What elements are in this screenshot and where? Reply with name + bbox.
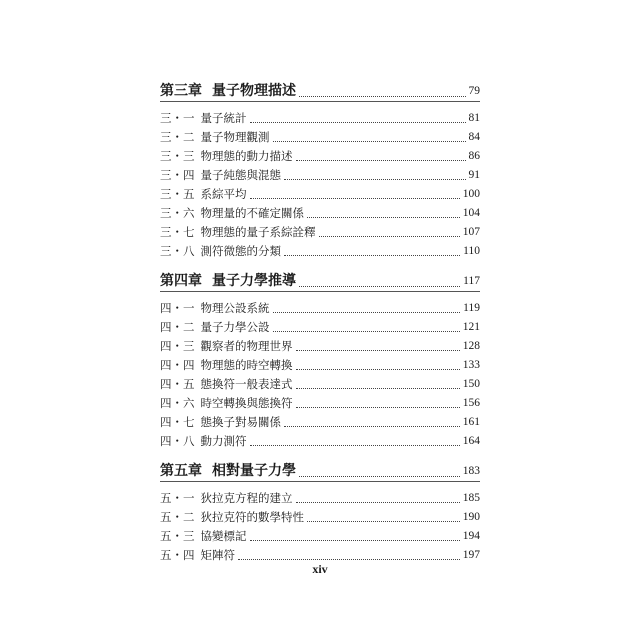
- dot-leader: [273, 311, 461, 313]
- section-number: 四・三: [160, 339, 195, 353]
- section-title: 矩陣符: [200, 548, 235, 562]
- section-page-number: 185: [462, 492, 480, 504]
- dot-leader: [284, 425, 460, 427]
- section-page-number: 100: [462, 188, 480, 200]
- dot-leader: [250, 444, 460, 446]
- toc-entry[interactable]: [160, 164, 480, 183]
- dot-leader: [307, 520, 460, 522]
- dot-leader: [250, 197, 460, 199]
- dot-leader: [238, 558, 460, 560]
- section-title: 量子純態與混態: [200, 168, 281, 182]
- chapter-title: 量子物理描述: [212, 83, 296, 99]
- dot-leader: [296, 501, 460, 503]
- section-title: 系綜平均: [200, 187, 247, 201]
- section-page-number: 107: [462, 226, 480, 238]
- toc-entry[interactable]: [160, 430, 480, 449]
- dot-leader: [296, 406, 460, 408]
- section-number: 五・一: [160, 491, 195, 505]
- toc-entry[interactable]: [160, 145, 480, 164]
- chapter-page-number: 183: [462, 465, 480, 477]
- toc-entry[interactable]: [160, 544, 480, 563]
- chapter-title: 相對量子力學: [212, 463, 296, 479]
- dot-leader: [319, 235, 460, 237]
- toc-entry[interactable]: [160, 240, 480, 259]
- section-page-number: 150: [462, 378, 480, 390]
- dot-leader: [273, 140, 466, 142]
- section-number: 三・六: [160, 206, 195, 220]
- section-number: 四・七: [160, 415, 195, 429]
- dot-leader: [296, 387, 460, 389]
- chapter-heading[interactable]: [160, 264, 480, 290]
- section-number: 四・六: [160, 396, 195, 410]
- toc-entry[interactable]: [160, 126, 480, 145]
- section-number: 四・一: [160, 301, 195, 315]
- section-number: 四・二: [160, 320, 195, 334]
- toc-entry[interactable]: [160, 373, 480, 392]
- section-title: 動力測符: [200, 434, 247, 448]
- section-page-number: 86: [468, 150, 480, 162]
- section-title: 態換符一般表達式: [200, 377, 293, 391]
- section-page-number: 104: [462, 207, 480, 219]
- section-page-number: 133: [462, 359, 480, 371]
- toc-entry[interactable]: [160, 297, 480, 316]
- toc-entry[interactable]: [160, 107, 480, 126]
- section-page-number: 84: [468, 131, 480, 143]
- section-number: 三・二: [160, 130, 195, 144]
- chapter-title: 量子力學推導: [212, 273, 296, 289]
- section-title: 量子力學公設: [200, 320, 270, 334]
- dot-leader: [299, 95, 466, 97]
- toc-entry[interactable]: [160, 316, 480, 335]
- section-page-number: 121: [462, 321, 480, 333]
- chapter-rule: [160, 291, 480, 292]
- toc-entry[interactable]: [160, 335, 480, 354]
- section-title: 物理態的量子系綜詮釋: [200, 225, 316, 239]
- toc-entry[interactable]: [160, 354, 480, 373]
- section-number: 三・四: [160, 168, 195, 182]
- chapter-rule: [160, 481, 480, 482]
- section-title: 態換子對易關係: [200, 415, 281, 429]
- toc-entry[interactable]: [160, 506, 480, 525]
- toc-entry[interactable]: [160, 392, 480, 411]
- toc-entry[interactable]: [160, 183, 480, 202]
- section-page-number: 110: [463, 245, 480, 257]
- section-page-number: 161: [462, 416, 480, 428]
- dot-leader: [299, 475, 460, 477]
- section-title: 物理量的不確定關係: [200, 206, 304, 220]
- section-title: 物理態的時空轉換: [200, 358, 293, 372]
- section-title: 協變標記: [200, 529, 247, 543]
- section-page-number: 190: [462, 511, 480, 523]
- section-title: 物理態的動力描述: [200, 149, 293, 163]
- chapter-page-number: 117: [463, 275, 480, 287]
- section-number: 四・五: [160, 377, 195, 391]
- toc-entry[interactable]: [160, 221, 480, 240]
- section-page-number: 156: [462, 397, 480, 409]
- page-folio: xiv: [312, 562, 328, 576]
- toc-entry[interactable]: [160, 487, 480, 506]
- section-title: 量子物理觀測: [200, 130, 270, 144]
- section-page-number: 81: [468, 112, 480, 124]
- chapter-5: [160, 454, 480, 563]
- section-page-number: 197: [462, 549, 480, 561]
- chapter-number: 第四章: [160, 273, 202, 289]
- chapter-heading[interactable]: [160, 74, 480, 100]
- section-title: 觀察者的物理世界: [200, 339, 293, 353]
- section-page-number: 164: [462, 435, 480, 447]
- section-title: 時空轉換與態換符: [200, 396, 293, 410]
- dot-leader: [299, 285, 460, 287]
- dot-leader: [250, 121, 466, 123]
- chapter-3: [160, 74, 480, 259]
- toc-entry[interactable]: [160, 202, 480, 221]
- section-number: 三・三: [160, 149, 195, 163]
- section-page-number: 91: [468, 169, 480, 181]
- chapter-rule: [160, 101, 480, 102]
- section-number: 三・五: [160, 187, 195, 201]
- dot-leader: [296, 159, 466, 161]
- chapter-number: 第三章: [160, 83, 202, 99]
- section-page-number: 128: [462, 340, 480, 352]
- section-number: 三・一: [160, 111, 195, 125]
- dot-leader: [296, 368, 460, 370]
- dot-leader: [284, 254, 460, 256]
- section-number: 四・四: [160, 358, 195, 372]
- dot-leader: [273, 330, 460, 332]
- section-title: 狄拉克符的數學特性: [200, 510, 304, 524]
- chapter-number: 第五章: [160, 463, 202, 479]
- toc-entry[interactable]: [160, 525, 480, 544]
- section-title: 量子統計: [200, 111, 247, 125]
- section-number: 三・八: [160, 244, 195, 258]
- chapter-heading[interactable]: [160, 454, 480, 480]
- section-number: 五・三: [160, 529, 195, 543]
- section-number: 四・八: [160, 434, 195, 448]
- toc-entry[interactable]: [160, 411, 480, 430]
- section-number: 五・二: [160, 510, 195, 524]
- section-page-number: 194: [462, 530, 480, 542]
- dot-leader: [307, 216, 460, 218]
- dot-leader: [296, 349, 460, 351]
- section-page-number: 119: [463, 302, 480, 314]
- dot-leader: [250, 539, 460, 541]
- dot-leader: [284, 178, 466, 180]
- section-title: 測符微態的分類: [200, 244, 281, 258]
- section-title: 狄拉克方程的建立: [200, 491, 293, 505]
- chapter-4: [160, 264, 480, 449]
- section-number: 三・七: [160, 225, 195, 239]
- section-title: 物理公設系統: [200, 301, 270, 315]
- section-number: 五・四: [160, 548, 195, 562]
- chapter-page-number: 79: [468, 85, 480, 97]
